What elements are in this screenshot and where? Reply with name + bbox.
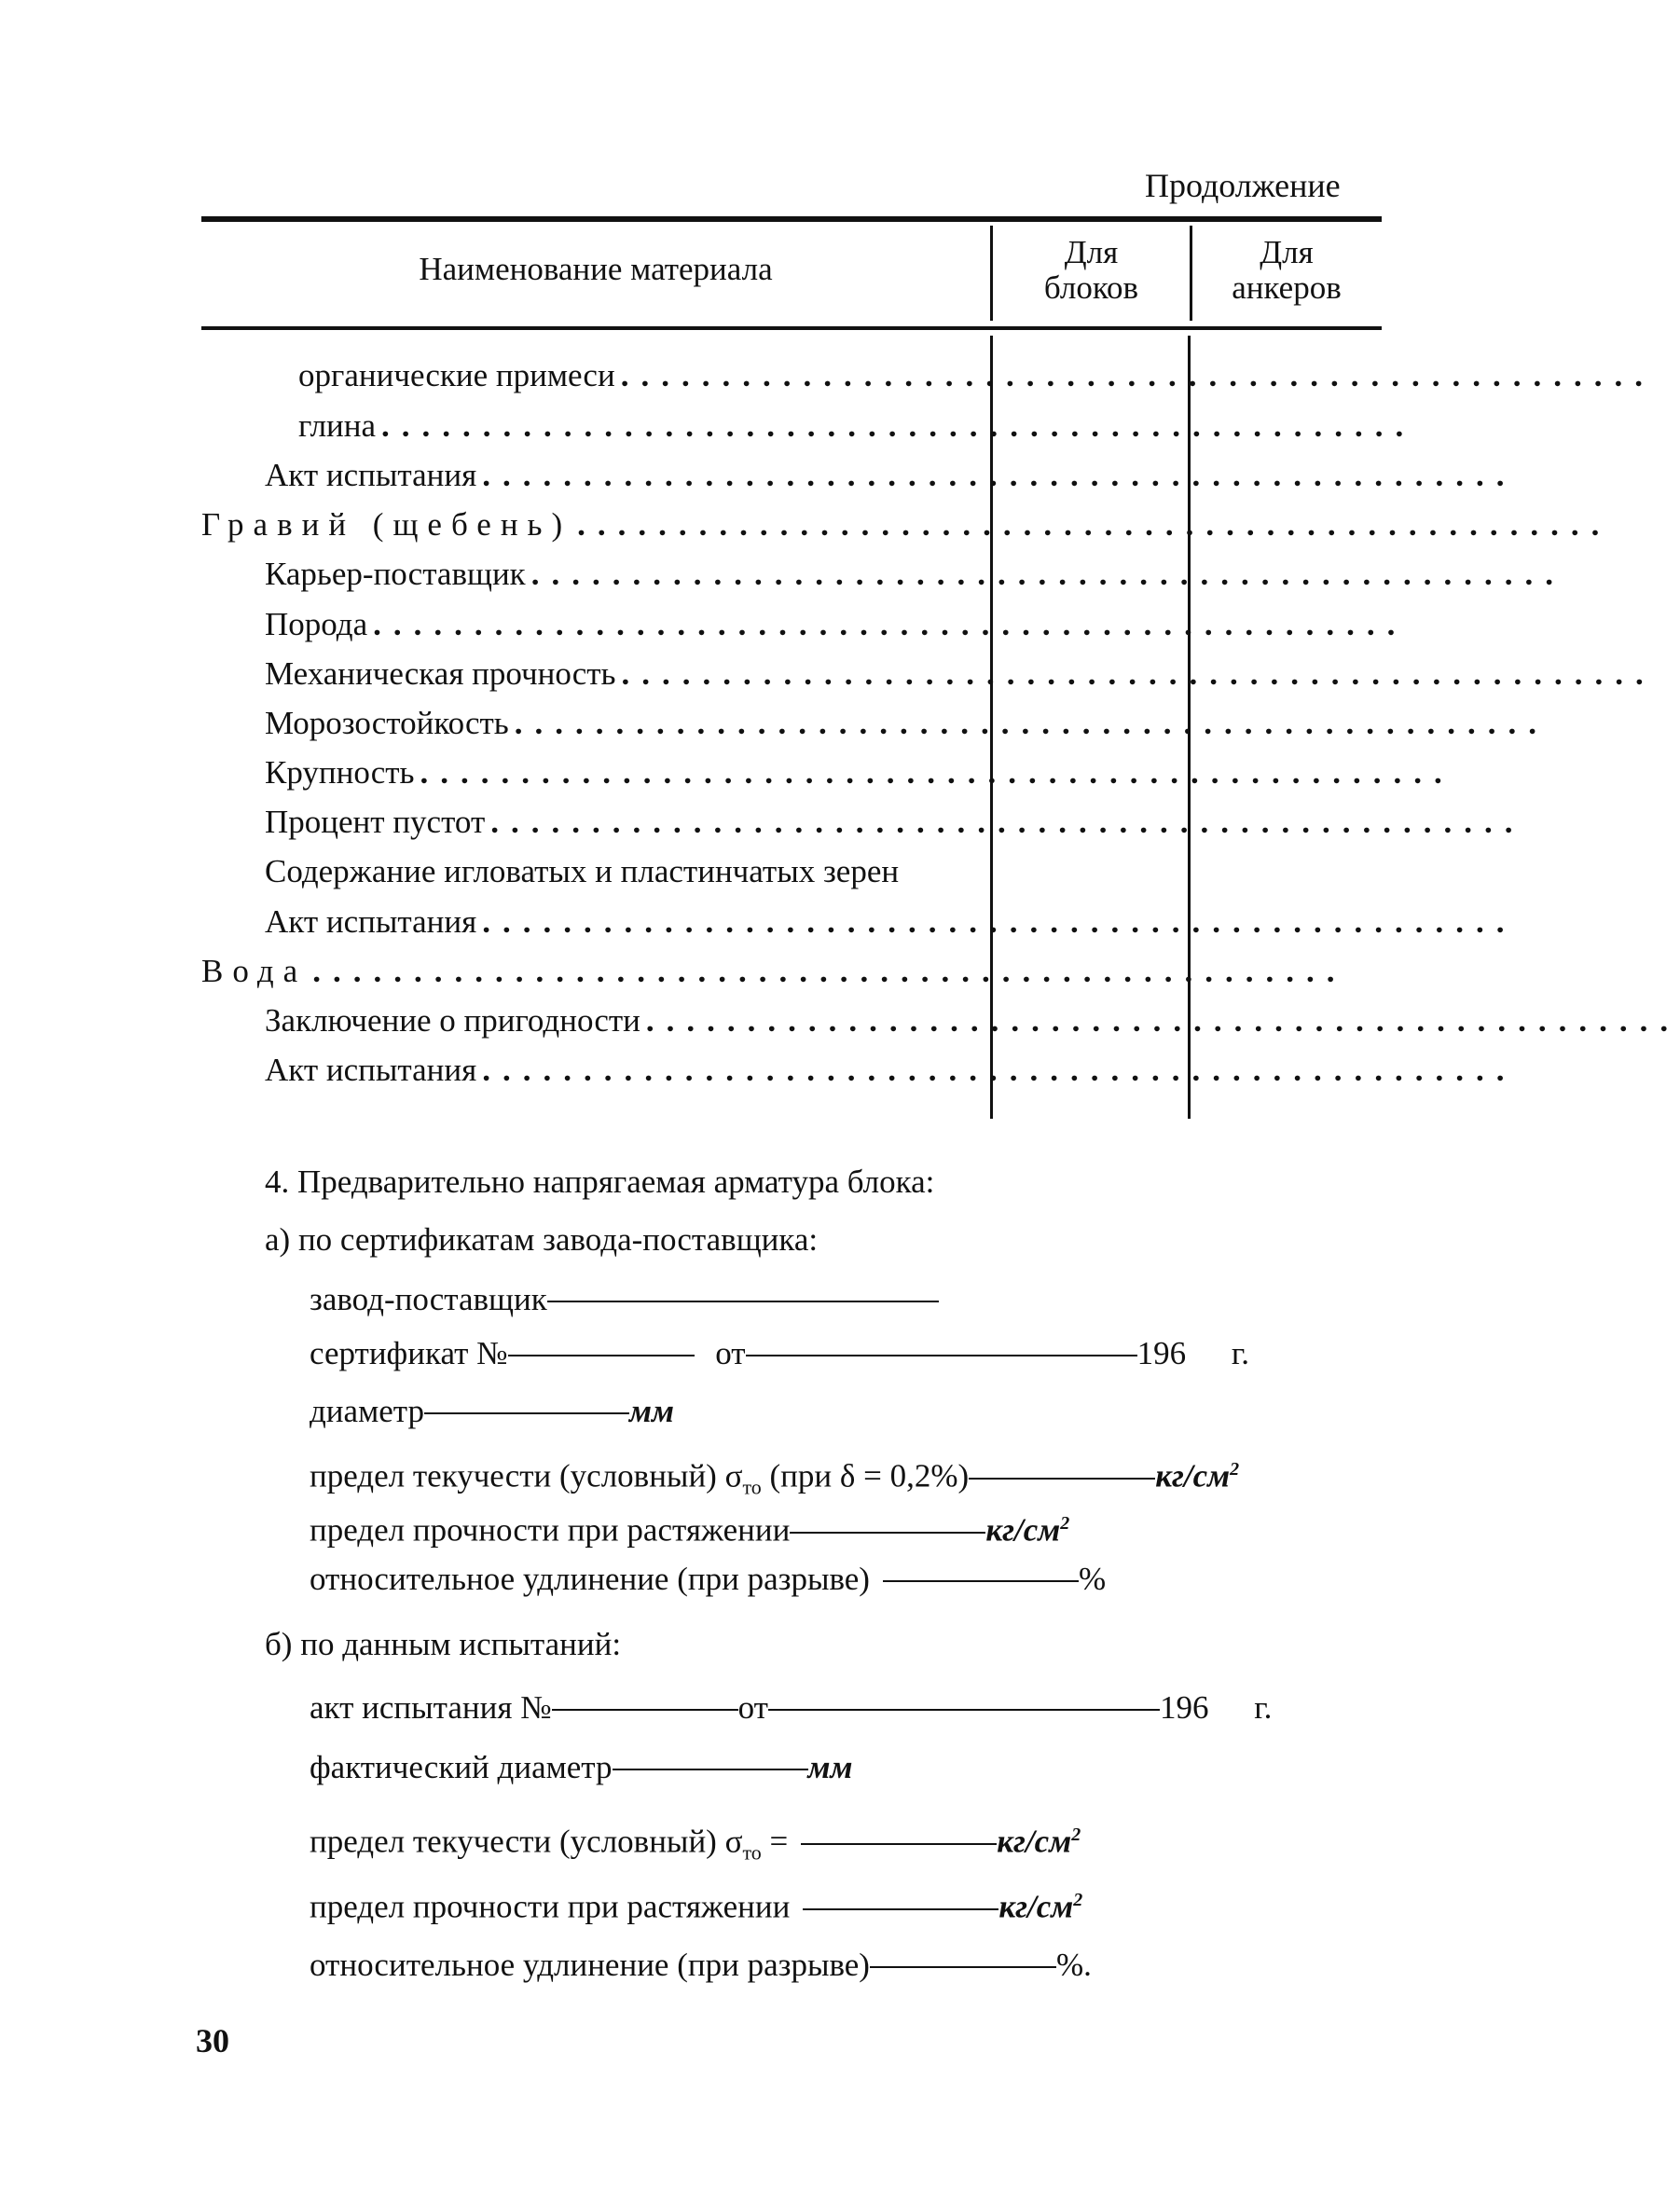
supplier-label: завод-поставщик (310, 1281, 547, 1317)
yield-unit-sup: 2 (1230, 1459, 1240, 1480)
elongation-label: относительное удлинение (при разрыве) (310, 1561, 870, 1597)
row-label: Механическая прочность (265, 655, 616, 692)
b-yield-unit-sup: 2 (1071, 1824, 1081, 1845)
actual-diameter-unit: мм (807, 1749, 853, 1785)
yield-label: предел текучести (условный) σ (310, 1457, 743, 1494)
yield-condition: (при δ = 0,2%) (761, 1457, 970, 1494)
certificate-label: сертификат № (310, 1335, 508, 1371)
subsection-a-title: а) по сертификатам завода-поставщика: (265, 1221, 819, 1258)
supplier-blank[interactable] (547, 1301, 939, 1302)
leader-dots: ................................................... (645, 1002, 1680, 1039)
row-label: Гравий (щебень) (201, 506, 572, 543)
row-label: Морозостойкость (265, 705, 509, 741)
row-label: Акт испытания (265, 457, 477, 493)
tensile-label: предел прочности при растяжении (310, 1511, 791, 1549)
header-material: Наименование материала (419, 251, 773, 287)
leader-dots: ................................................... (577, 506, 1612, 543)
row-label: Процент пустот (265, 804, 486, 840)
table-row (0, 655, 1656, 702)
row-label: глина (298, 407, 377, 444)
b-yield-label: предел текучести (условный) σ (310, 1823, 743, 1860)
elongation-blank[interactable] (883, 1580, 1079, 1582)
table-row (0, 606, 1408, 653)
table-row (0, 953, 1347, 999)
leader-dots: ................................................... (530, 556, 1565, 592)
row-label: Содержание игловатых и пластинчатых зерен (265, 853, 900, 889)
column-divider-1 (990, 226, 993, 321)
b-elongation-label: относительное удлинение (при разрыве) (310, 1947, 870, 1983)
certificate-number-blank[interactable] (508, 1355, 695, 1356)
table-row (0, 754, 1454, 801)
row-label: Акт испытания (265, 903, 477, 940)
row-label: Акт испытания (265, 1052, 477, 1088)
row-label: органические примеси (298, 357, 615, 393)
diameter-unit: мм (628, 1393, 674, 1429)
leader-dots: ................................................... (381, 407, 1416, 444)
certificate-from-label: от (715, 1335, 746, 1371)
act-field (310, 1689, 1372, 1727)
yield-blank[interactable] (969, 1478, 1155, 1480)
b-tensile-unit: кг/см (998, 1888, 1074, 1925)
elongation-field (310, 1561, 1106, 1598)
leader-dots: ................................................... (312, 953, 1347, 989)
b-elongation-blank[interactable] (870, 1966, 1056, 1968)
b-yield-equals: = (761, 1823, 789, 1860)
continuation-label: Продолжение (1145, 167, 1341, 204)
actual-diameter-label: фактический диаметр (310, 1749, 613, 1785)
table-row (0, 903, 1517, 950)
supplier-field (310, 1281, 939, 1318)
actual-diameter-field (310, 1749, 853, 1786)
leader-dots: ................................................... (514, 705, 1549, 741)
b-tensile-label: предел прочности при растяжении (310, 1888, 791, 1925)
leader-dots: ................................................... (621, 655, 1656, 692)
subsection-b-title: б) по данным испытаний: (265, 1626, 622, 1662)
header-blocks: Для блоков (1043, 234, 1139, 306)
leader-dots: ................................................... (482, 903, 1517, 940)
b-yield-field (310, 1816, 1081, 1872)
act-year-suffix: г. (1254, 1689, 1273, 1726)
b-yield-blank[interactable] (801, 1843, 997, 1845)
leader-dots: ................................................... (620, 357, 1655, 393)
row-label: Карьер-поставщик (265, 556, 526, 592)
tensile-field (310, 1505, 1069, 1549)
page-number: 30 (196, 2022, 229, 2059)
yield-unit: кг/см (1155, 1457, 1231, 1494)
table-row (0, 1002, 1680, 1049)
section-4-title: 4. Предварительно напрягаемая арматура блока: (265, 1163, 935, 1200)
diameter-blank[interactable] (424, 1412, 629, 1414)
table-row (0, 506, 1612, 553)
column-divider-2 (1190, 226, 1192, 321)
actual-diameter-blank[interactable] (613, 1769, 808, 1770)
leader-dots: ................................................... (490, 804, 1525, 840)
table-row (0, 853, 981, 900)
b-tensile-blank[interactable] (803, 1908, 998, 1910)
row-label: Вода (201, 953, 308, 989)
yield-subscript: то (742, 1475, 762, 1499)
table-row (0, 705, 1549, 751)
row-label: Крупность (265, 754, 415, 791)
b-tensile-unit-sup: 2 (1073, 1890, 1083, 1910)
b-elongation-unit: %. (1055, 1947, 1092, 1983)
act-from-label: от (737, 1689, 768, 1726)
tensile-unit-sup: 2 (1060, 1513, 1070, 1534)
elongation-unit: % (1078, 1561, 1107, 1597)
certificate-year: 196 (1136, 1335, 1187, 1371)
b-yield-unit: кг/см (997, 1823, 1072, 1860)
table-row (0, 457, 1517, 503)
table-header-rule (201, 326, 1382, 330)
certificate-date-blank[interactable] (746, 1355, 1137, 1356)
yield-field (310, 1451, 1239, 1507)
act-date-blank[interactable] (768, 1709, 1160, 1711)
act-year: 196 (1159, 1689, 1209, 1726)
leader-dots: ................................................... (373, 606, 1408, 642)
table-top-rule (201, 216, 1382, 222)
leader-dots: ................................................... (420, 754, 1454, 791)
act-number-blank[interactable] (552, 1709, 738, 1711)
certificate-field (310, 1335, 1335, 1372)
b-yield-subscript: то (742, 1840, 762, 1865)
table-row (0, 556, 1565, 602)
diameter-label: диаметр (310, 1393, 424, 1429)
tensile-unit: кг/см (985, 1511, 1061, 1549)
tensile-blank[interactable] (790, 1532, 985, 1534)
table-row (0, 1052, 1517, 1098)
table-row (0, 407, 1416, 454)
header-anchors: Для анкеров (1232, 234, 1342, 306)
leader-dots: ................................................... (482, 457, 1517, 493)
act-label: акт испытания № (310, 1689, 552, 1726)
table-row (0, 357, 1655, 404)
table-row (0, 804, 1525, 850)
row-label: Порода (265, 606, 368, 642)
row-label: Заключение о пригодности (265, 1002, 640, 1039)
leader-dots: ................................................... (482, 1052, 1517, 1088)
diameter-field (310, 1393, 674, 1430)
certificate-year-suffix: г. (1231, 1335, 1250, 1371)
b-elongation-field (310, 1947, 1092, 1984)
b-tensile-field (310, 1881, 1082, 1926)
